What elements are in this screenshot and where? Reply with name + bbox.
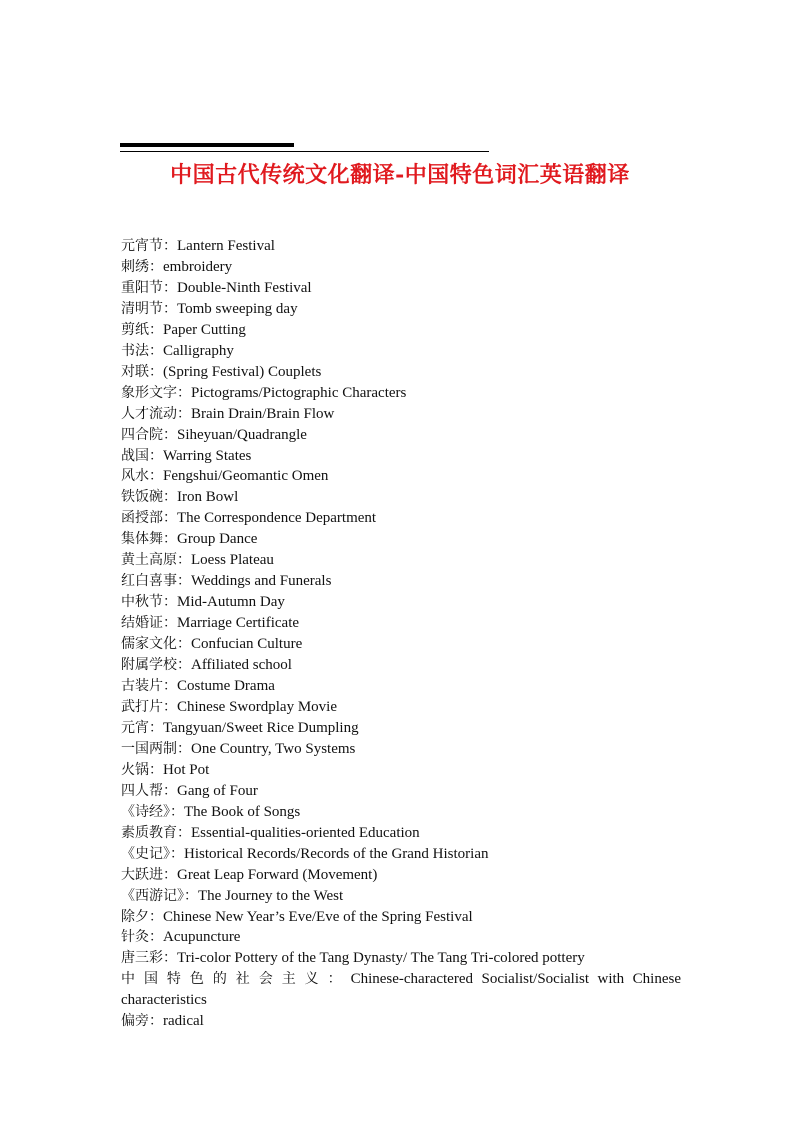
- entry-chinese-term: 清明节：: [121, 300, 177, 317]
- entry-chinese-term: 古装片：: [121, 678, 177, 695]
- entry-english-translation: Tomb sweeping day: [177, 300, 298, 317]
- entry-english-translation: Confucian Culture: [191, 636, 303, 653]
- glossary-entry: [121, 676, 681, 697]
- entry-chinese-term: 结婚证：: [121, 615, 177, 632]
- entry-english-translation: Paper Cutting: [163, 321, 246, 338]
- entry-english-translation: Affiliated school: [191, 657, 292, 674]
- glossary-entry: [121, 383, 681, 404]
- entry-chinese-term: 元宵：: [121, 719, 163, 736]
- glossary-entry: [121, 948, 681, 969]
- entry-chinese-term: 元宵节：: [121, 238, 177, 254]
- entry-english-translation: Marriage Certificate: [177, 615, 300, 632]
- entry-chinese-term: 《诗经》：: [121, 803, 184, 820]
- glossary-entry: [121, 550, 681, 571]
- page-title: 中国古代传统文化翻译-中国特色词汇英语翻译: [170, 162, 630, 188]
- entry-english-translation: Chinese-charactered Socialist/Socialist with Chinese characteristics: [121, 971, 681, 1009]
- glossary-entry: [121, 781, 681, 802]
- entry-chinese-term: 除夕：: [121, 908, 163, 925]
- entry-english-translation: Lantern Festival: [177, 238, 275, 254]
- entry-chinese-term: 刺绣：: [121, 258, 163, 275]
- glossary-entry: [121, 508, 681, 529]
- glossary-entry: [121, 487, 681, 508]
- entry-chinese-term: 风水：: [121, 468, 163, 485]
- entry-english-translation: Calligraphy: [163, 342, 234, 359]
- entry-chinese-term: 红白喜事：: [121, 573, 191, 590]
- glossary-entry: [121, 865, 681, 886]
- glossary-entry: [121, 278, 681, 299]
- glossary-entry: [121, 844, 681, 865]
- glossary-entry: [121, 592, 681, 613]
- glossary-entry: [121, 760, 681, 781]
- entry-chinese-term: 《西游记》：: [121, 887, 198, 904]
- entry-chinese-term: 唐三彩：: [121, 950, 177, 967]
- entry-chinese-term: 中国特色的社会主义：: [121, 971, 351, 988]
- glossary-entry: [121, 571, 681, 592]
- entry-chinese-term: 人才流动：: [121, 405, 191, 422]
- entry-english-translation: Brain Drain/Brain Flow: [191, 405, 335, 422]
- entry-english-translation: Acupuncture: [163, 929, 241, 946]
- entry-english-translation: The Book of Songs: [184, 803, 301, 820]
- glossary-entry: [121, 886, 681, 907]
- entry-english-translation: Gang of Four: [177, 782, 258, 799]
- entry-english-translation: Costume Drama: [177, 678, 275, 695]
- glossary-list: [121, 236, 681, 1032]
- entry-chinese-term: 象形文字：: [121, 384, 191, 401]
- entry-chinese-term: 大跃进：: [121, 866, 177, 883]
- entry-english-translation: Pictograms/Pictographic Characters: [191, 384, 407, 401]
- glossary-entry: [121, 425, 681, 446]
- entry-english-translation: Mid-Autumn Day: [177, 594, 285, 611]
- entry-chinese-term: 四人帮：: [121, 782, 177, 799]
- entry-chinese-term: 一国两制：: [121, 740, 191, 757]
- header-rule-thin: [120, 151, 489, 152]
- entry-english-translation: Great Leap Forward (Movement): [177, 866, 378, 883]
- entry-chinese-term: 附属学校：: [121, 657, 191, 674]
- entry-chinese-term: 偏旁：: [121, 1013, 163, 1030]
- entry-chinese-term: 《史记》：: [121, 845, 184, 862]
- glossary-entry: [121, 718, 681, 739]
- glossary-entry: [121, 634, 681, 655]
- glossary-entry: [121, 362, 681, 383]
- entry-english-translation: Group Dance: [177, 531, 258, 548]
- glossary-entry: [121, 404, 681, 425]
- glossary-entry: [121, 236, 681, 257]
- entry-chinese-term: 铁饭碗：: [121, 489, 177, 506]
- entry-chinese-term: 战国：: [121, 447, 163, 464]
- glossary-entry: [121, 927, 681, 948]
- entry-chinese-term: 武打片：: [121, 698, 177, 715]
- entry-english-translation: (Spring Festival) Couplets: [163, 363, 322, 380]
- entry-english-translation: embroidery: [163, 258, 233, 275]
- entry-english-translation: Tangyuan/Sweet Rice Dumpling: [163, 719, 359, 736]
- entry-english-translation: The Journey to the West: [198, 887, 344, 904]
- entry-english-translation: Hot Pot: [163, 761, 210, 778]
- glossary-entry: [121, 739, 681, 760]
- entry-chinese-term: 集体舞：: [121, 531, 177, 548]
- glossary-entry: [121, 969, 681, 1011]
- entry-english-translation: Weddings and Funerals: [191, 573, 332, 590]
- entry-chinese-term: 函授部：: [121, 510, 177, 527]
- entry-chinese-term: 黄土高原：: [121, 552, 191, 569]
- glossary-entry: [121, 529, 681, 550]
- entry-chinese-term: 针灸：: [121, 929, 163, 946]
- glossary-entry: [121, 1011, 681, 1032]
- entry-english-translation: Tri-color Pottery of the Tang Dynasty/ The Tang Tri-colored pottery: [177, 950, 585, 967]
- entry-english-translation: Double-Ninth Festival: [177, 279, 312, 296]
- entry-english-translation: Essential-qualities-oriented Education: [191, 824, 420, 841]
- entry-english-translation: The Correspondence Department: [177, 510, 377, 527]
- glossary-entry: [121, 655, 681, 676]
- glossary-entry: [121, 697, 681, 718]
- glossary-entry: [121, 907, 681, 928]
- entry-chinese-term: 重阳节：: [121, 279, 177, 296]
- entry-english-translation: Chinese Swordplay Movie: [177, 698, 337, 715]
- entry-chinese-term: 中秋节：: [121, 594, 177, 611]
- entry-english-translation: Warring States: [163, 447, 252, 464]
- glossary-entry: [121, 257, 681, 278]
- entry-english-translation: Loess Plateau: [191, 552, 274, 569]
- entry-chinese-term: 儒家文化：: [121, 636, 191, 653]
- glossary-entry: [121, 320, 681, 341]
- entry-chinese-term: 素质教育：: [121, 824, 191, 841]
- entry-chinese-term: 四合院：: [121, 426, 177, 443]
- entry-english-translation: radical: [163, 1013, 204, 1030]
- entry-chinese-term: 对联：: [121, 363, 163, 380]
- entry-chinese-term: 火锅：: [121, 761, 163, 778]
- glossary-entry: [121, 802, 681, 823]
- entry-english-translation: Iron Bowl: [177, 489, 239, 506]
- entry-english-translation: Fengshui/Geomantic Omen: [163, 468, 329, 485]
- entry-chinese-term: 书法：: [121, 342, 163, 359]
- entry-chinese-term: 剪纸：: [121, 321, 163, 338]
- entry-english-translation: One Country, Two Systems: [191, 740, 356, 757]
- glossary-entry: [121, 299, 681, 320]
- glossary-entry: [121, 613, 681, 634]
- glossary-entry: [121, 823, 681, 844]
- glossary-entry: [121, 341, 681, 362]
- entry-english-translation: Siheyuan/Quadrangle: [177, 426, 307, 443]
- entry-english-translation: Chinese New Year’s Eve/Eve of the Spring Festival: [163, 908, 473, 925]
- glossary-entry: [121, 466, 681, 487]
- header-rule-thick: [120, 143, 294, 147]
- entry-english-translation: Historical Records/Records of the Grand Historian: [184, 845, 489, 862]
- glossary-entry: [121, 446, 681, 467]
